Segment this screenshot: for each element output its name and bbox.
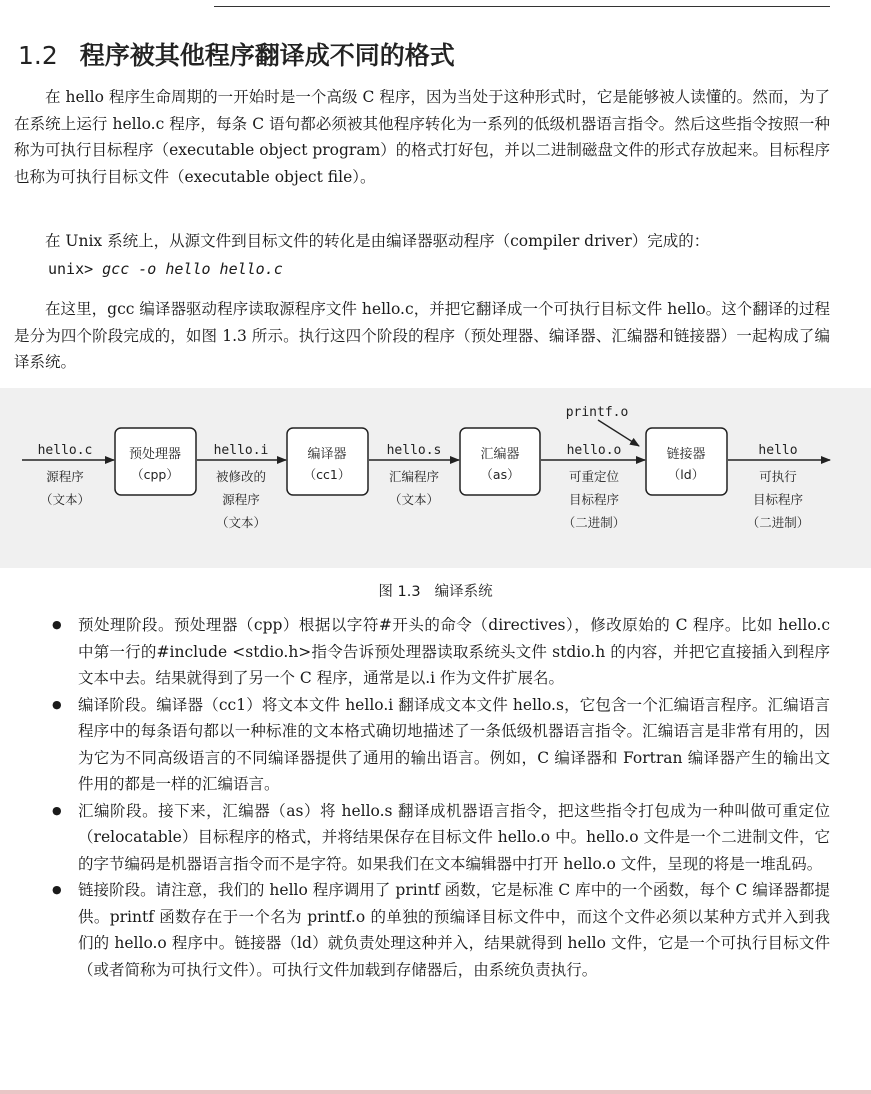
hello-desc-2: 目标程序	[752, 492, 804, 507]
paragraph-3: 在这里，gcc 编译器驱动程序读取源程序文件 hello.c，并把它翻译成一个可执行目标文件 hello。这个翻译的过程是分为四个阶段完成的，如图 1.3 所示。执行这四个阶段的程序（预处理器、编译器、汇编器和链接器）一起构成了编译系统。	[14, 300, 830, 371]
section-heading	[18, 36, 455, 72]
output-file-hello-s: hello.s	[386, 443, 442, 458]
input-desc-line-1: 源程序	[46, 469, 84, 484]
stage-tool-as: （as）	[480, 467, 520, 482]
compilation-system-figure	[0, 388, 871, 568]
stage-tool-cc1: （cc1）	[303, 467, 351, 482]
input-file-label: hello.c	[37, 443, 93, 458]
hello-desc-3: （二进制）	[746, 515, 810, 530]
hello-o-desc-1: 可重定位	[568, 469, 620, 484]
section-number: 1.2	[18, 41, 58, 70]
hello-s-desc-2: （文本）	[388, 492, 440, 507]
bullet-preprocessing: ● 预处理阶段。预处理器（cpp）根据以字符#开头的命令（directives），修改原始的 C 程序。比如 hello.c 中第一行的#include <stdio.h>指令告诉预处理器读取系统头文件 stdio.h 的内容，并把它直接插入到程序文本中去。结果就得到了另一个 C 程序，通常是以.i 作为文件扩展名。	[78, 612, 830, 692]
output-file-hello: hello	[758, 443, 798, 458]
stage-name-compiler: 编译器	[307, 447, 347, 462]
output-file-hello-o: hello.o	[566, 443, 622, 458]
input-desc-line-2: （文本）	[39, 492, 91, 507]
hello-i-desc-1: 被修改的	[215, 469, 267, 484]
figure-caption-text: 编译系统	[434, 584, 493, 600]
hello-i-desc-2: 源程序	[222, 492, 260, 507]
hello-desc-1: 可执行	[759, 469, 797, 484]
gcc-paragraph	[14, 296, 830, 376]
command-line	[48, 260, 283, 278]
bullet-compilation: ● 编译阶段。编译器（cc1）将文本文件 hello.i 翻译成文本文件 hello.s，它包含一个汇编语言程序。汇编语言程序中的每条语句都以一种标准的文本格式确切地描述了一条低级机器语言指令。汇编语言是非常有用的，因为它为不同高级语言的不同编译器提供了通用的输出语言。例如，C 编译器和 Fortran 编译器产生的输出文件用的都是一样的汇编语言。	[78, 692, 830, 798]
compilation-diagram	[0, 388, 871, 568]
output-file-hello-i: hello.i	[213, 443, 269, 458]
command-prompt: unix>	[48, 260, 94, 278]
stage-tool-ld: （ld）	[667, 467, 705, 482]
figure-caption-label: 图 1.3	[378, 584, 421, 600]
stage-name-linker: 链接器	[666, 447, 706, 462]
command-text: gcc -o hello hello.c	[102, 260, 283, 278]
hello-o-desc-3: （二进制）	[562, 515, 626, 530]
figure-caption	[0, 580, 871, 601]
hello-s-desc-1: 汇编程序	[388, 469, 440, 484]
section-title: 程序被其他程序翻译成不同的格式	[79, 41, 455, 70]
hello-o-desc-2: 目标程序	[568, 492, 620, 507]
unix-paragraph	[14, 228, 830, 255]
stage-name-assembler: 汇编器	[480, 447, 520, 462]
phase-list	[78, 612, 830, 983]
intro-paragraph	[14, 84, 830, 190]
bullet-assembly: ● 汇编阶段。接下来，汇编器（as）将 hello.s 翻译成机器语言指令，把这些指令打包成为一种叫做可重定位（relocatable）目标程序的格式，并将结果保存在目标文件 hello.o 中。hello.o 文件是一个二进制文件，它的字节编码是机器语言指令而不是字符。如果我们在文本编辑器中打开 hello.o 文件，呈现的将是一堆乱码。	[78, 798, 830, 878]
stage-name-preprocessor: 预处理器	[128, 447, 182, 462]
printf-object-label: printf.o	[565, 405, 629, 420]
paragraph-1: 在 hello 程序生命周期的一开始时是一个高级 C 程序，因为当处于这种形式时，它是能够被人读懂的。然而，为了在系统上运行 hello.c 程序，每条 C 语句都必须被其他程序转化为一系列的低级机器语言指令。然后这些指令按照一种称为可执行目标程序（executable object program）的格式打好包，并以二进制磁盘文件的形式存放起来。目标程序也称为可执行目标文件（executable object file）。	[14, 88, 830, 186]
top-rule	[214, 6, 830, 7]
hello-i-desc-3: （文本）	[215, 515, 267, 530]
bullet-linking: ● 链接阶段。请注意，我们的 hello 程序调用了 printf 函数，它是标准 C 库中的一个函数，每个 C 编译器都提供。printf 函数存在于一个名为 printf.o 的单独的预编译目标文件中，而这个文件必须以某种方式并入到我们的 hello.o 程序中。链接器（ld）就负责处理这种并入，结果就得到 hello 文件，它是一个可执行目标文件（或者简称为可执行文件）。可执行文件加载到存储器后，由系统负责执行。	[78, 877, 830, 983]
paragraph-2: 在 Unix 系统上，从源文件到目标文件的转化是由编译器驱动程序（compiler driver）完成的：	[45, 232, 710, 250]
page-bottom-edge	[0, 1090, 871, 1094]
stage-tool-cpp: （cpp）	[131, 467, 179, 482]
